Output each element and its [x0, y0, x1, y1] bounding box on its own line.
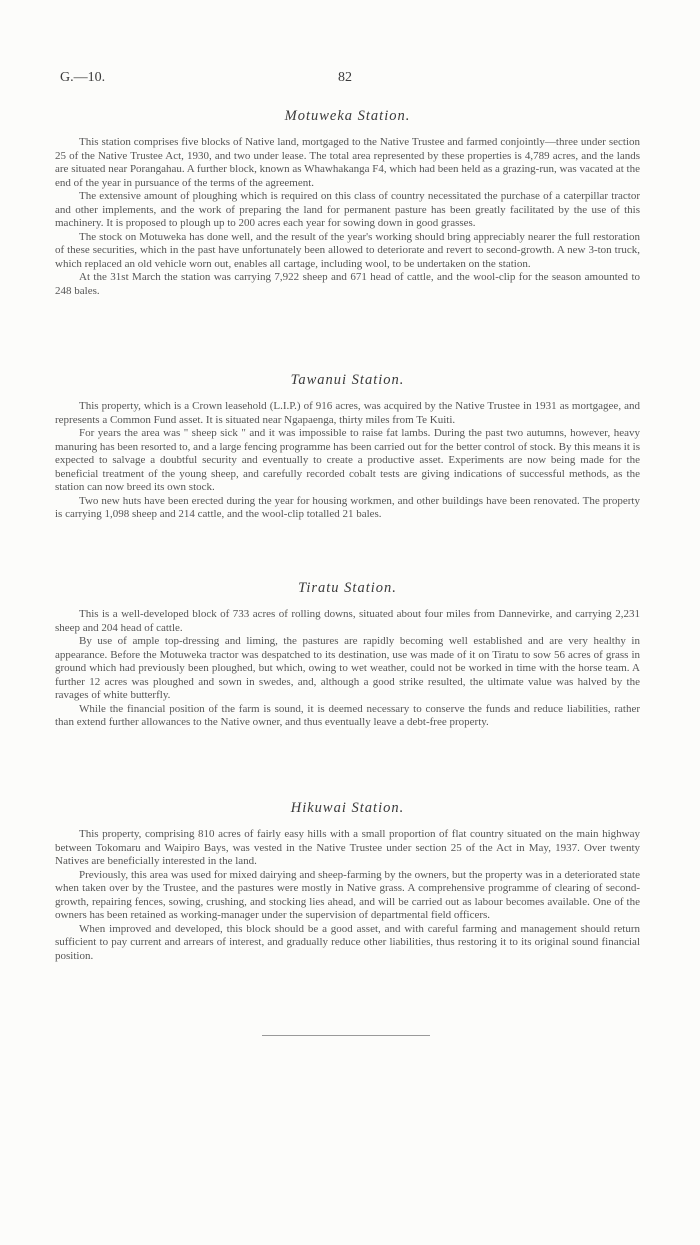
section-tawanui: [55, 372, 640, 522]
section-hikuwai: [55, 800, 640, 963]
paragraph: This property, which is a Crown leasehold (L.I.P.) of 916 acres, was acquired by the Native Trustee in 1931 as mortgagee, and represents a Common Fund asset. It is situated near Ngapaenga, thirty miles from Te Kuiti.: [55, 400, 640, 426]
paragraph: Previously, this area was used for mixed dairying and sheep-farming by the owners, but the property was in a deteriorated state when taken over by the Trustee, and the pastures were mostly in Native grass. A comprehensive programme of clearing of second-growth, repairing fences, sowing, crushing, and stocking lies ahead, and will be carried out as labour becomes available. One of the owners has been retained as working-manager under the supervision of departmental field officers.: [55, 868, 640, 921]
paragraph: This station comprises five blocks of Native land, mortgaged to the Native Trustee and farmed conjointly—three under section 25 of the Native Trustee Act, 1930, and two under lease. The total area represented by these properties is 4,789 acres, and the lands are situated near Porangahau. A further block, known as Whawhakanga F4, which had been held as a grazing-run, was vacated at the end of the year in pursuance of the terms of the agreement.: [55, 136, 640, 189]
paragraph: Two new huts have been erected during the year for housing workmen, and other buildings have been renovated. The property is carrying 1,098 sheep and 214 cattle, and the wool-clip totalled 21 bales.: [55, 494, 640, 520]
section-title: Motuweka Station.: [284, 108, 411, 124]
section-title: Hikuwai Station.: [290, 800, 405, 816]
paragraph: This property, comprising 810 acres of fairly easy hills with a small proportion of flat country situated on the main highway between Tokomaru and Waipiro Bays, was vested in the Native Trustee under section 25 of the Act in May, 1937. Over twenty Natives are beneficially interested in the land.: [55, 828, 640, 867]
section-title: Tiratu Station.: [298, 580, 397, 596]
end-rule: [262, 1035, 430, 1036]
paragraph: At the 31st March the station was carrying 7,922 sheep and 671 head of cattle, and the wool-clip for the season amounted to 248 bales.: [55, 271, 640, 297]
page-header: [60, 70, 640, 90]
page-number: 82: [338, 70, 352, 85]
paragraph: The stock on Motuweka has done well, and the result of the year's working should bring appreciably nearer the full restoration of these securities, which in the past have unfortunately been allowed to deteriorate and revert to second-growth. A new 3-ton truck, which replaced an old vehicle worn out, enables all cartage, including wool, to be undertaken on the station.: [55, 230, 640, 270]
document-code: G.—10.: [60, 70, 106, 85]
section-motuweka: [55, 108, 640, 298]
section-tiratu: [55, 580, 640, 730]
paragraph: While the financial position of the farm is sound, it is deemed necessary to conserve the funds and reduce liabilities, rather than extend further allowances to the Native owner, and thus eventually leave a debt-free property.: [55, 702, 640, 728]
section-title: Tawanui Station.: [290, 372, 405, 388]
paragraph: For years the area was " sheep sick " and it was impossible to raise fat lambs. During the past two autumns, however, heavy manuring has been resorted to, and a large fencing programme has been carried out for the better control of stock. By this means it is expected to salvage a doubtful security and eventually to create a productive asset. Experiments are now being made for the beneficial treatment of the young sheep, and carefully recorded cobalt tests are giving indications of successful methods, as the station can now breed its own stock.: [55, 427, 640, 493]
paragraph: By use of ample top-dressing and liming, the pastures are rapidly becoming well established and are very healthy in appearance. Before the Motuweka tractor was despatched to its destination, use was made of it on Tiratu to sow 56 acres of grass in ground which had previously been ploughed, but which, owing to wet weather, could not be worked in time with the horse team. A further 12 acres was ploughed and sown in swedes, and, although a good strike resulted, the ultimate value was halved by the ravages of white butterfly.: [55, 635, 640, 701]
paragraph: This is a well-developed block of 733 acres of rolling downs, situated about four miles from Dannevirke, and carrying 2,231 sheep and 204 head of cattle.: [55, 608, 640, 634]
paragraph: When improved and developed, this block should be a good asset, and with careful farming and management should return sufficient to pay current and arrears of interest, and gradually reduce other liabilities, thus restoring it to its original sound financial position.: [55, 922, 640, 962]
paragraph: The extensive amount of ploughing which is required on this class of country necessitated the purchase of a caterpillar tractor and other implements, and the work of preparing the land for permanent pasture has been greatly facilitated by the use of this machinery. It is proposed to plough up to 200 acres each year for sowing down in good grasses.: [55, 190, 640, 229]
